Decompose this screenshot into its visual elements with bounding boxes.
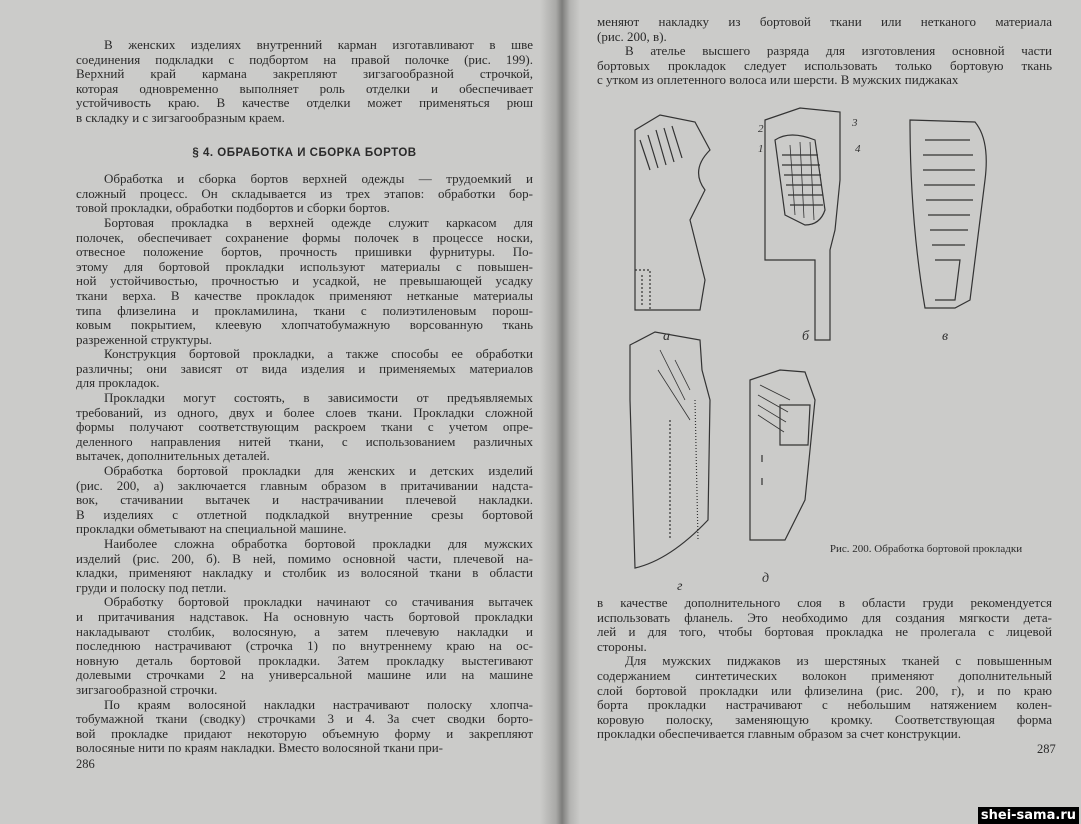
text-line: ковым покрытием, клеевую хлопчатобумажную ворсованную ткань <box>76 318 533 333</box>
text-line: и притачивания надставок. На основную часть бортовой прокладки <box>76 609 533 624</box>
text-line: Обработка и сборка бортов верхней одежды — трудоемкий и <box>104 172 533 187</box>
text-line: зигзагообразной строчки. <box>76 682 218 697</box>
callout-2: 2 <box>758 123 764 135</box>
text-line: По краям волосяной накладки настрачивают полоску хлопча- <box>104 697 533 712</box>
text-line: последнюю настрачивают (строчка 1) по внутреннему краю на ос- <box>76 639 533 654</box>
figure-caption: Рис. 200. Обработка бортовой прокладки <box>829 543 1023 555</box>
right-page-number: 287 <box>1037 742 1056 756</box>
text-line: накладывают столбик, волосяную, а затем плечевую накладки и <box>76 624 533 639</box>
figure-label-v: в <box>942 329 949 344</box>
text-line: вок, стачивании вытачек и настрачивании плечевой накладки. <box>76 493 533 508</box>
text-line: соединения подкладки с подбортом на правой полочке (рис. 199). <box>76 52 533 67</box>
right-page-top-text <box>597 15 1052 88</box>
figure-label-a: а <box>663 329 670 344</box>
figure-label-g: г <box>677 579 683 590</box>
text-line: лей и для того, чтобы бортовая прокладка не пролегала с лицевой <box>597 625 1052 640</box>
figure-label-b: б <box>802 329 810 344</box>
text-line: коровую полоску, заменяющую кромку. Соответствующая форма <box>597 712 1052 727</box>
text-line: борта прокладки настрачивают с небольшим натяжением колен- <box>597 698 1052 713</box>
text-line: Конструкция бортовой прокладки, а также способы ее обработки <box>104 347 533 362</box>
book-spine <box>540 0 580 824</box>
text-line: отвесное положение бортов, прочность пришивки фурнитуры. По- <box>76 245 533 260</box>
text-line: ткани верха. В качестве прокладок применяют нетканые материалы <box>76 288 533 303</box>
text-line: Наиболее сложна обработка бортовой прокладки для мужских <box>104 537 533 551</box>
callout-1: 1 <box>758 143 764 155</box>
text-line: содержанием синтетических волокон применяют дополнительный <box>597 668 1052 683</box>
text-line: Обработку бортовой прокладки начинают со стачивания вытачек <box>104 595 533 610</box>
text-line: В изделиях с отлетной подкладкой внутренние срезы бортовой <box>76 507 533 522</box>
text-line: слой бортовой прокладки или флизелина (рис. 200, г), и по краю <box>597 683 1052 698</box>
figure-b-drawing <box>765 108 840 340</box>
text-line: разреженной структуры. <box>76 332 212 347</box>
watermark: shei-sama.ru <box>978 807 1079 824</box>
figure-a-drawing <box>635 115 710 310</box>
text-line: прокладки обметывают на специальной машине. <box>76 522 347 537</box>
text-line: в качестве дополнительного слоя в области груди рекомендуется <box>597 596 1052 610</box>
text-line: использовать фланель. Это необходимо для создания мягкости дета- <box>597 610 1052 625</box>
text-line: Обработка бортовой прокладки для женских и детских изделий <box>104 464 533 479</box>
left-page-number: 286 <box>76 757 95 771</box>
text-line: вой прокладке придают некоторую объемную форму и закрепляют <box>76 726 533 741</box>
text-line: вытачек, дополнительных деталей. <box>76 449 270 464</box>
text-line: В ателье высшего разряда для изготовления основной части <box>625 44 1052 59</box>
text-line: долевыми строчками 2 на универсальной машине или на машине <box>76 668 533 683</box>
text-line: в складку и с зигзагообразным краем. <box>76 110 285 125</box>
text-line: требований, из одного, двух и более слоев ткани. Прокладки сложной <box>76 405 533 420</box>
text-line: устойчивость краю. В качестве отделки может применяться рюш <box>76 96 533 111</box>
text-line: Бортовая прокладка в верхней одежде служит каркасом для <box>104 215 533 230</box>
text-line: деленного направления нитей ткани, с использованием различных <box>76 434 533 449</box>
right-page-bottom-text <box>597 596 1052 742</box>
text-line: кладки, применяют накладку и столбик из волосяной ткани в области <box>76 566 533 581</box>
text-line: которая одновременно выполняет роль отделки и обеспечивает <box>76 81 533 96</box>
text-line: сложный процесс. Он складывается из трех этапов: обработки бор- <box>76 186 533 201</box>
text-line: Прокладки могут состоять, в зависимости от предъявляемых <box>104 391 533 406</box>
text-line: Верхний край кармана закрепляют зигзагообразной строчкой, <box>76 67 533 82</box>
text-line: волосяные нити по краям накладки. Вместо волосяной ткани при- <box>76 741 443 756</box>
text-line: для прокладок. <box>76 376 160 391</box>
text-line: В женских изделиях внутренний карман изготавливают в шве <box>104 38 533 52</box>
text-line: товой прокладки, обработки подбортов и сборки бортов. <box>76 201 390 216</box>
figure-v-drawing <box>910 120 986 308</box>
text-line: ной устойчивостью, прочностью и усадкой, не превышающей усадку <box>76 274 533 289</box>
figure-g-drawing <box>630 332 710 568</box>
callout-4: 4 <box>855 143 861 155</box>
text-line: груди и полоску под петли. <box>76 580 227 595</box>
text-line: прокладки обеспечивается главным образом за счет конструкции. <box>597 727 962 742</box>
figure-label-d: д <box>762 571 770 586</box>
text-line: различны; они зависят от вида изделия и применяемых материалов <box>76 361 533 376</box>
figure-200 <box>590 100 1060 590</box>
figure-d-drawing <box>750 370 815 540</box>
text-line: тобумажной ткани (сводку) строчками 3 и 4. За счет сводки борто- <box>76 712 533 727</box>
text-line: бортовых прокладок следует использовать только бортовую ткань <box>597 58 1052 73</box>
section-heading: § 4. ОБРАБОТКА И СБОРКА БОРТОВ <box>192 146 417 159</box>
text-line: изделий (рис. 200, б). В ней, помимо основной части, плечевой на- <box>76 551 533 566</box>
left-page-text <box>76 38 533 756</box>
text-line: этому для бортовой прокладки используют материалы с повышен- <box>76 259 533 274</box>
text-line: новную деталь бортовой прокладки. Затем прокладку выстегивают <box>76 653 533 668</box>
text-line: (рис. 200, в). <box>597 29 667 44</box>
text-line: стороны. <box>597 639 647 654</box>
text-line: типа флизелина и прокламилина, ткани с полиэтиленовым порош- <box>76 303 533 318</box>
text-line: меняют накладку из бортовой ткани или нетканого материала <box>597 15 1052 29</box>
callout-3: 3 <box>852 117 858 129</box>
text-line: с утком из оплетенного волоса или шерсти. В мужских пиджаках <box>597 73 959 88</box>
text-line: (рис. 200, а) заключается главным образом в притачивании надста- <box>76 478 533 493</box>
text-line: полочек, обеспечивает сохранение формы полочек в процессе носки, <box>76 230 533 245</box>
text-line: Для мужских пиджаков из шерстяных тканей с повышенным <box>625 654 1052 669</box>
text-line: формы получают соответствующим раскроем ткани с учетом опре- <box>76 420 533 435</box>
